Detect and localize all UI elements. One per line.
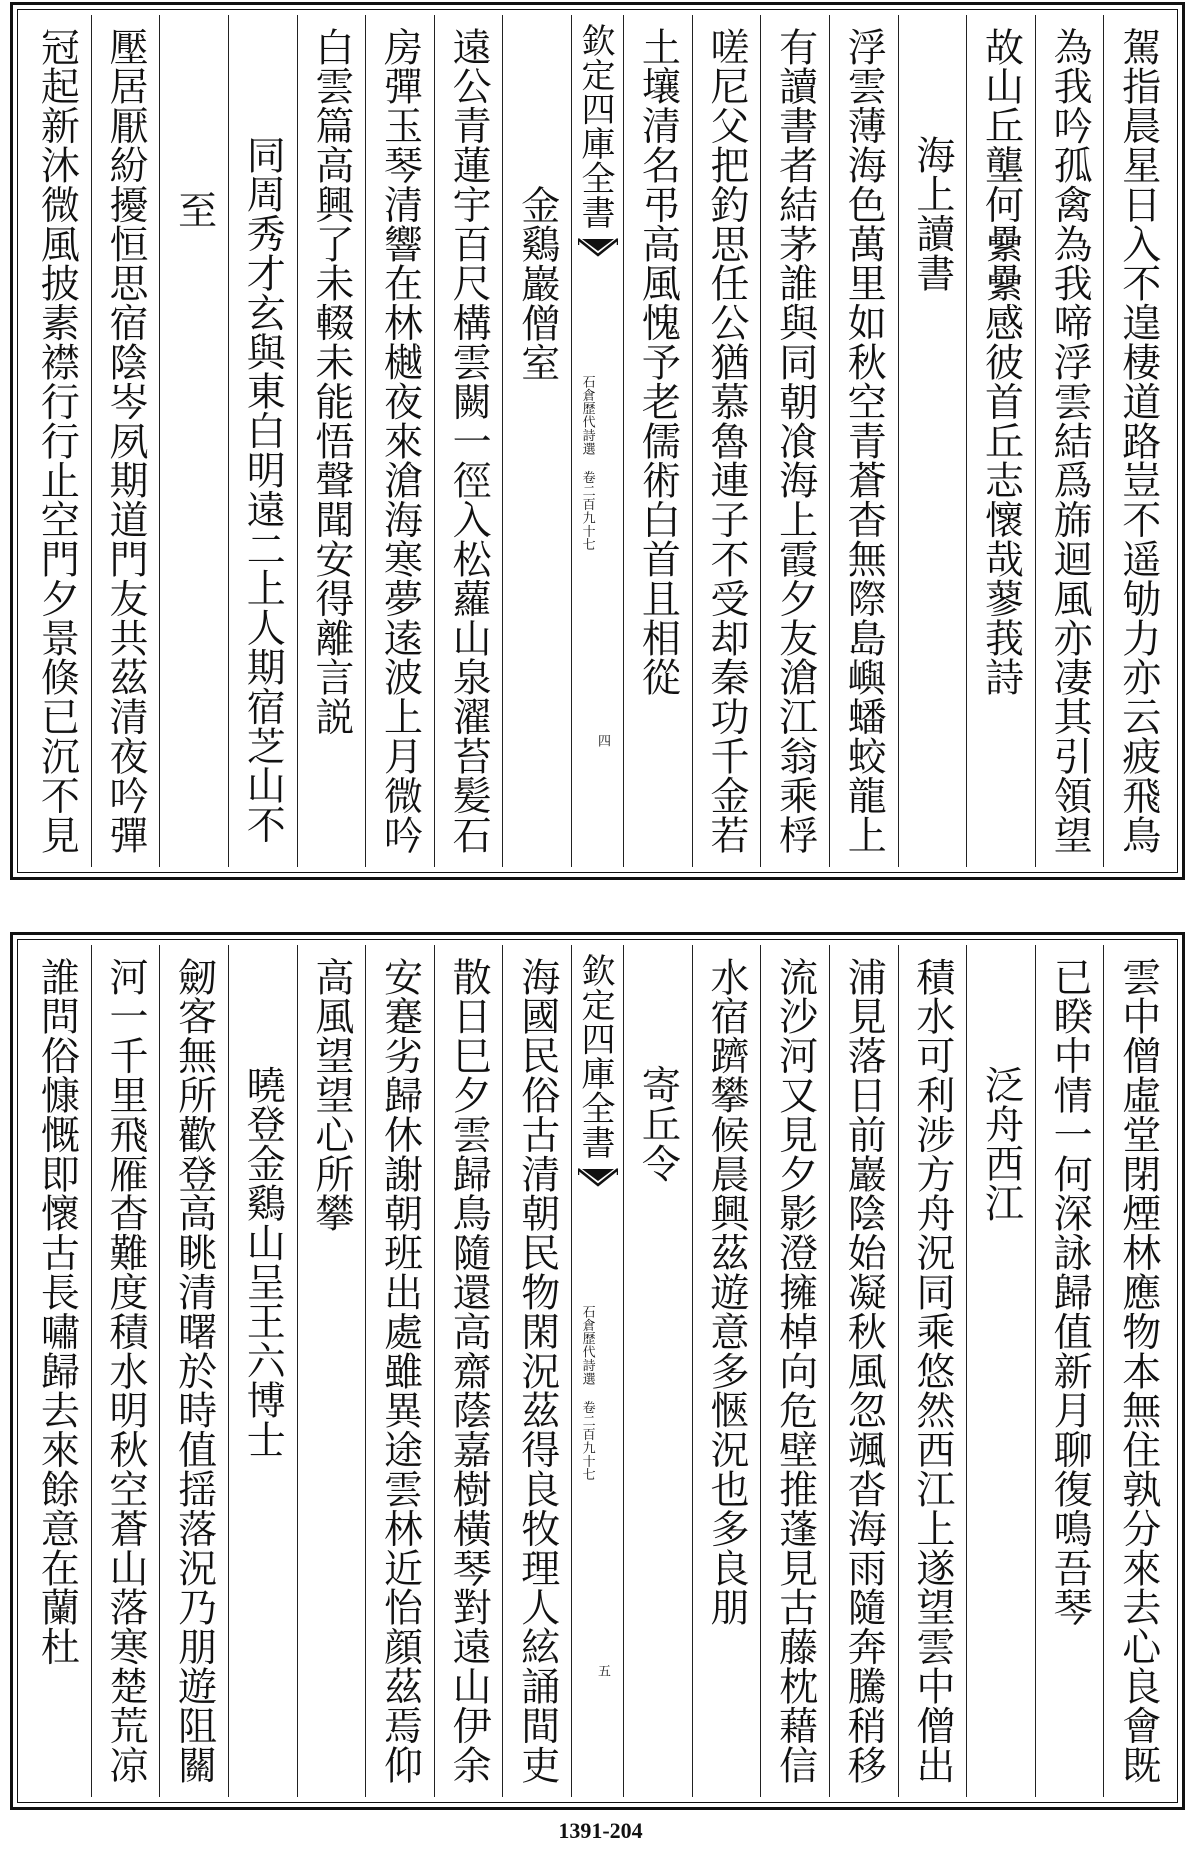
- text-column: 河一千里飛雁杳難度積水明秋空蒼山落寒楚荒凉: [91, 945, 160, 1797]
- text-column: 浦見落日前巖陰始凝秋風忽颯沓海雨隨奔騰稍移: [829, 945, 898, 1797]
- text-column: 海國民俗古清朝民物閑況茲得良牧理人絃誦間吏: [502, 945, 571, 1797]
- text-column: 土壤清名弔高風愧予老儒術白首且相從: [623, 15, 692, 867]
- poem-title: 金鷄巖僧室: [502, 15, 571, 867]
- bottom-page-panel: [10, 932, 1185, 1810]
- fishtail-mark-icon: [578, 1167, 618, 1189]
- text-column: 水宿躋攀候晨興茲遊意多愜況也多良朋: [692, 945, 761, 1797]
- poem-title: 海上讀書: [898, 15, 967, 867]
- text-column: 故山丘壟何纍纍感彼首丘志懷哉蓼莪詩: [966, 15, 1035, 867]
- center-header-column: [571, 945, 623, 1797]
- text-column: 劒客無所歡登高眺清曙於時值揺落況乃朋遊阻關: [159, 945, 228, 1797]
- folio-number: 五: [595, 1663, 610, 1677]
- book-info: 石倉歷代詩選 卷二百九十七: [579, 1305, 595, 1482]
- poem-title-continued: 至: [159, 15, 228, 867]
- text-column: 流沙河又見夕影澄擁棹向危壁推蓬見古藤枕藉信: [760, 945, 829, 1797]
- book-title: 欽定四庫全書: [575, 23, 615, 230]
- folio-number: 四: [595, 733, 610, 747]
- book-info: 石倉歷代詩選 卷二百九十七: [579, 375, 595, 552]
- top-columns: [23, 15, 1172, 867]
- poem-title: 同周秀才玄與東白明遠二上人期宿芝山不: [228, 15, 297, 867]
- text-column: 已睽中情一何深詠歸值新月聊復鳴吾琴: [1035, 945, 1104, 1797]
- text-column: 誰問俗慷慨即懷古長嘯歸去來餘意在蘭杜: [34, 957, 80, 1667]
- text-column: 有讀書者結茅誰與同朝飡海上霞夕友滄江翁乘桴: [760, 15, 829, 867]
- text-column: 房彈玉琴清響在林樾夜來滄海寒夢逺波上月微吟: [365, 15, 434, 867]
- text-column: 遠公青蓮宇百尺構雲闕一徑入松蘿山泉濯苔髪石: [434, 15, 503, 867]
- text-column: 雲中僧虛堂閉煙林應物本無住孰分來去心良會既: [1103, 945, 1172, 1797]
- text-column: 白雲篇高興了未輟未能悟聲聞安得離言説: [297, 15, 366, 867]
- text-column: 為我吟孤禽為我啼浮雲結爲旆迴風亦凄其引領望: [1035, 15, 1104, 867]
- text-column: 高風望望心所攀: [297, 945, 366, 1797]
- text-column: 冠起新沐微風披素襟行行止空門夕景倏已沉不見: [34, 27, 80, 855]
- text-column: 積水可利涉方舟況同乘悠然西江上遂望雲中僧出: [898, 945, 967, 1797]
- fishtail-mark-icon: [578, 237, 618, 259]
- top-page-panel: [10, 2, 1185, 880]
- text-column: 安蹇劣歸休謝朝班出處雖異途雲林近怡顔茲焉仰: [365, 945, 434, 1797]
- text-column: 散日巳夕雲歸鳥隨還高齋蔭嘉樹橫琴對遠山伊余: [434, 945, 503, 1797]
- poem-title: 寄丘令: [623, 945, 692, 1797]
- text-column: 嗟尼父把釣思任公猶慕魯連子不受却秦功千金若: [692, 15, 761, 867]
- bottom-columns: [23, 945, 1172, 1797]
- page-number: 1391-204: [558, 1818, 643, 1843]
- poem-title: 曉登金鷄山呈王六博士: [228, 945, 297, 1797]
- book-title: 欽定四庫全書: [575, 953, 615, 1160]
- text-column: 駕指晨星日入不遑棲道路豈不遥劬力亦云疲飛鳥: [1103, 15, 1172, 867]
- center-header-column: [571, 15, 623, 867]
- text-column: 浮雲薄海色萬里如秋空青蒼杳無際島嶼蟠蛟龍上: [829, 15, 898, 867]
- poem-title: 泛舟西江: [966, 945, 1035, 1797]
- text-column: 壓居厭紛擾恒思宿陰岑夙期道門友共茲清夜吟彈: [91, 15, 160, 867]
